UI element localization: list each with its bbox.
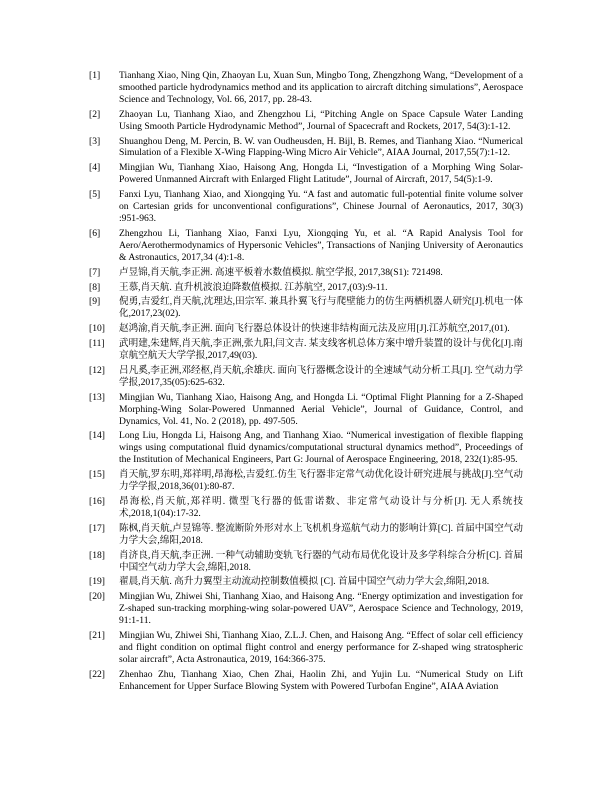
reference-number: [18] xyxy=(89,549,105,561)
reference-item xyxy=(89,338,523,362)
reference-item xyxy=(89,228,523,264)
reference-item xyxy=(89,550,523,574)
reference-text: 肖天航,罗东明,郑祥明,昂海松,吉爱红.仿生飞行器非定常气动优化设计研究进展与挑战[J].空气动力学学报,2018,36(01):80-87. xyxy=(119,469,523,493)
reference-text: Mingjian Wu, Tianhang Xiao, Haisong Ang, and Hongda Li. “Optimal Flight Planning for a Z-Shaped Morphing-Wing Solar-Powered Unmanned Aerial Vehicle”, Journal of Guidance, Control, and Dynamics, Vol. 41, No. 2 (2018), pp. 497-505. xyxy=(119,391,523,427)
reference-item xyxy=(89,323,523,335)
reference-text: Fanxi Lyu, Tianhang Xiao, and Xiongqing Yu. “A fast and automatic full-potential finite volume solver on Cartesian grids for unconventional configurations”, Chinese Journal of Aeronautics, 2017, 30(3) :951-963. xyxy=(119,189,523,224)
reference-number: [21] xyxy=(89,630,105,642)
reference-item xyxy=(89,576,523,588)
reference-text: 翟晨,肖天航. 高升力翼型主动流动控制数值模拟 [C]. 首届中国空气动力学大会,绵阳,2018. xyxy=(119,576,490,588)
reference-item xyxy=(89,162,523,186)
reference-text: Mingjian Wu, Tianhang Xiao, Haisong Ang, Hongda Li, “Investigation of a Morphing Wing Solar-Powered Unmanned Aircraft with Enlarged Flight Latitude”, Journal of Aircraft, 2017, 54(5):1-9. xyxy=(119,162,523,186)
reference-item xyxy=(89,392,523,428)
reference-item xyxy=(89,523,523,547)
reference-number: [14] xyxy=(89,430,105,442)
reference-list xyxy=(89,70,523,696)
reference-text: 卢昱锦,肖天航,李正洲. 高速平板着水数值模拟. 航空学报, 2017,38(S1): 721498. xyxy=(119,266,443,278)
reference-item xyxy=(89,496,523,520)
reference-text: Mingjian Wu, Zhiwei Shi, Tianhang Xiao, and Haisong Ang. “Energy optimization and investigation for Z-shaped sun-tracking morphing-wing solar-powered UAV”, Aerospace Science and Technology, 2019, 91:1-11. xyxy=(119,591,523,627)
reference-text: 昂海松,肖天航,郑祥明. 微型飞行器的低雷诺数、非定常气动设计与分析[J]. 无人系统技术,2018,1(04):17-32. xyxy=(119,496,523,519)
reference-text: 吕凡奚,李正洲,邓经枢,肖天航,余雄庆. 面向飞行器概念设计的全速域气动分析工具[J]. 空气动力学学报,2017,35(05):625-632. xyxy=(119,364,523,388)
reference-item xyxy=(89,109,523,133)
reference-item xyxy=(89,189,523,225)
reference-text: Zhaoyan Lu, Tianhang Xiao, and Zhengzhou Li, “Pitching Angle on Space Capsule Water Landing Using Smooth Particle Hydrodynamic Method”, Journal of Spacecraft and Rockets, 2017, 54(3):1-12. xyxy=(119,108,523,132)
reference-number: [5] xyxy=(89,189,101,201)
reference-number: [3] xyxy=(89,135,101,147)
reference-item xyxy=(89,136,523,160)
reference-item xyxy=(89,282,523,294)
reference-text: Zhenhao Zhu, Tianhang Xiao, Chen Zhai, Haolin Zhi, and Yujin Lu. “Numerical Study on Lift Enhancement for Upper Surface Blowing System with Powered Turbofan Engine”, AIAA Aviation xyxy=(119,668,523,692)
reference-number: [10] xyxy=(89,323,105,335)
reference-item xyxy=(89,469,523,493)
reference-number: [11] xyxy=(89,338,105,350)
reference-text: 赵鸿渝,肖天航,李正洲. 面向飞行器总体设计的快速非结构面元法及应用[J].江苏航空,2017,(01). xyxy=(119,323,510,335)
reference-item xyxy=(89,430,523,466)
reference-number: [13] xyxy=(89,391,105,403)
reference-number: [20] xyxy=(89,591,105,603)
reference-number: [9] xyxy=(89,296,101,308)
reference-number: [2] xyxy=(89,108,101,120)
reference-number: [19] xyxy=(89,576,105,588)
reference-item xyxy=(89,296,523,320)
reference-number: [8] xyxy=(89,281,101,293)
reference-text: Mingjian Wu, Zhiwei Shi, Tianhang Xiao, Z.L.J. Chen, and Haisong Ang. “Effect of solar cell efficiency and flight condition on optimal flight control and energy performance for Z-shaped wing stratospheric solar aircraft”, Acta Astronautica, 2019, 164:366-375. xyxy=(119,630,523,665)
reference-text: Zhengzhou Li, Tianhang Xiao, Fanxi Lyu, Xiongqing Yu, et al. “A Rapid Analysis Tool for Aero/Aerothermodynamics of Hypersonic Vehicles”, Transactions of Nanjing University of Aeronautics & Astronautics, 2017,34 (4):1-8. xyxy=(119,227,523,263)
reference-text: 倪勇,吉爱红,肖天航,沈理达,田宗军. 兼具扑翼飞行与爬壁能力的仿生两栖机器人研究[J].机电一体化,2017,23(02). xyxy=(119,296,523,320)
reference-number: [6] xyxy=(89,227,101,239)
reference-text: 武明建,朱建辉,肖天航,李正洲,张九阳,闫文吉. 某支线客机总体方案中增升装置的设计与优化[J].南京航空航天大学学报,2017,49(03). xyxy=(119,338,523,362)
reference-text: Shuanghou Deng, M. Percin, B. W. van Oudheusden, H. Bijl, B. Remes, and Tianhang Xiao. “Numerical Simulation of a Flexible X-Wing Flapping-Wing Micro Air Vehicle”, AIAA Journal, 2017,55(7):1-12. xyxy=(119,135,523,159)
reference-number: [12] xyxy=(89,364,105,376)
reference-text: Tianhang Xiao, Ning Qin, Zhaoyan Lu, Xuan Sun, Mingbo Tong, Zhengzhong Wang, “Development of a smoothed particle hydrodynamics method and its application to aircraft ditching simulations”, Aerospace Science and Technology, Vol. 66, 2017, pp. 28-43. xyxy=(119,70,523,105)
reference-item xyxy=(89,669,523,693)
reference-text: 肖济良,肖天航,李正洲. 一种气动辅助变轨飞行器的气动布局优化设计及多学科综合分析[C]. 首届中国空气动力学大会,绵阳,2018. xyxy=(119,549,523,573)
reference-number: [7] xyxy=(89,266,101,278)
reference-item xyxy=(89,70,523,106)
reference-text: Long Liu, Hongda Li, Haisong Ang, and Tianhang Xiao. “Numerical investigation of flexible flapping wings using computational fluid dynamics/computational structural dynamics method”, Proceedings of the Institution of Mechanical Engineers, Part G: Journal of Aerospace Engineering, 2018, 232(1):85-95. xyxy=(119,430,523,466)
reference-item xyxy=(89,630,523,666)
reference-item xyxy=(89,591,523,627)
reference-number: [4] xyxy=(89,162,101,174)
reference-number: [22] xyxy=(89,668,105,680)
reference-item xyxy=(89,365,523,389)
reference-number: [16] xyxy=(89,496,105,507)
reference-text: 陈枫,肖天航,卢昱锦等. 整流断阶外形对水上飞机机身巡航气动力的影响计算[C]. 首届中国空气动力学大会,绵阳,2018. xyxy=(119,522,523,546)
reference-item xyxy=(89,267,523,279)
reference-number: [15] xyxy=(89,469,105,481)
reference-number: [1] xyxy=(89,70,101,81)
reference-text: 王慕,肖天航. 直升机波浪迫降数值模拟. 江苏航空, 2017,(03):9-11. xyxy=(119,281,388,293)
reference-number: [17] xyxy=(89,522,105,534)
